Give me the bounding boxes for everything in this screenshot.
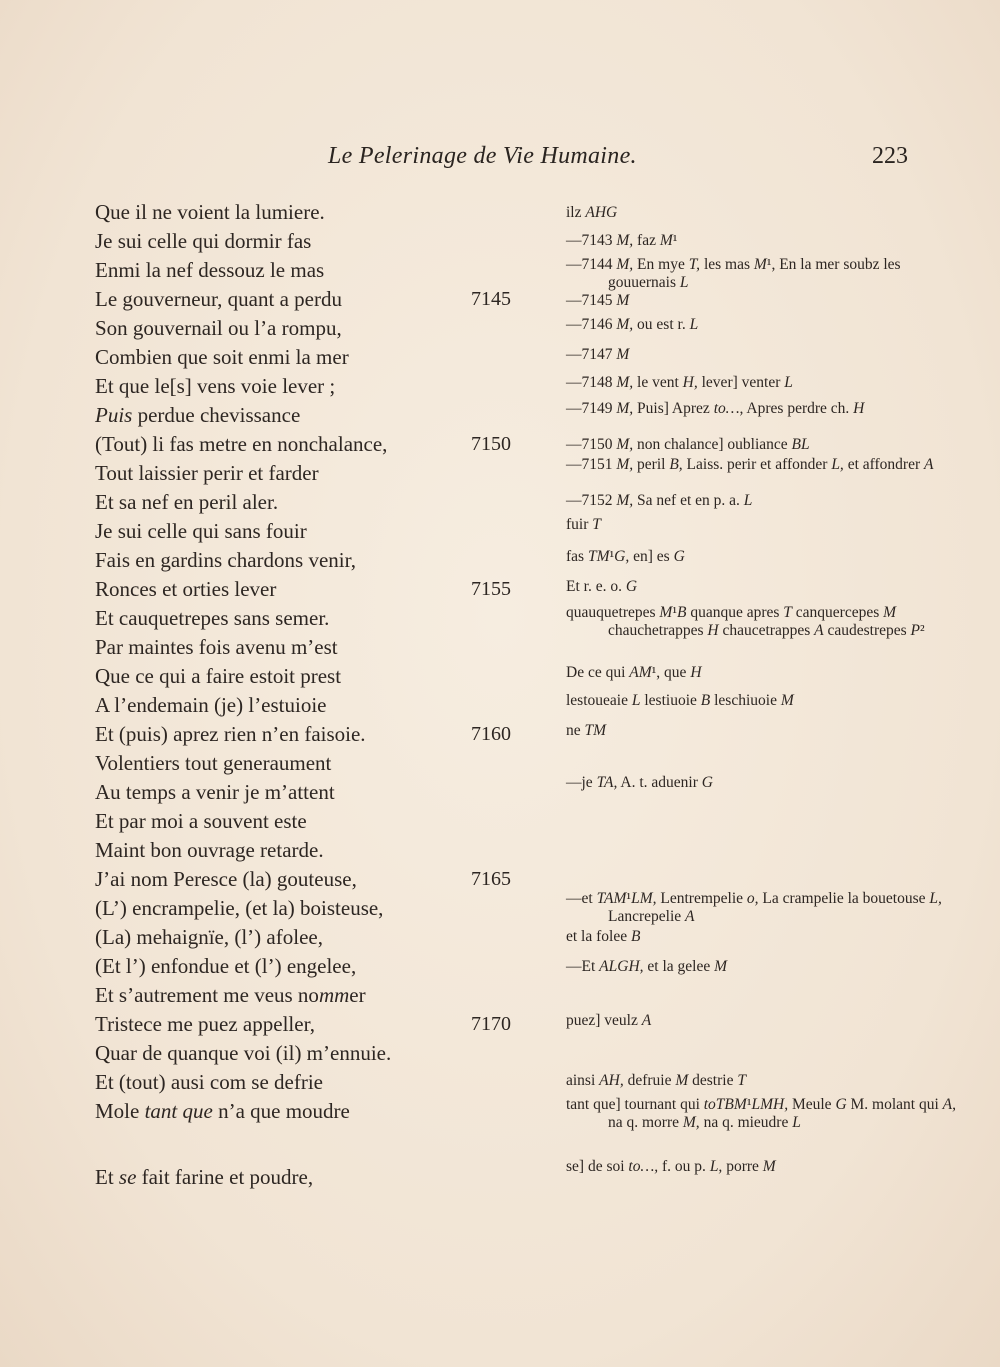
verse-line <box>95 923 535 952</box>
verse-line <box>95 720 535 749</box>
verse-text: Volentiers tout generaument <box>95 751 332 775</box>
verse-text: J’ai nom Peresce (la) gouteuse, <box>95 867 357 891</box>
variant-note: De ce qui AM¹, que H <box>566 664 702 681</box>
verse-text: (La) mehaignïe, (l’) afolee, <box>95 925 323 949</box>
verse-text: Fais en gardins chardons venir, <box>95 548 357 572</box>
verse-line <box>95 343 535 372</box>
variant-note: puez] veulz A <box>566 1012 652 1029</box>
verse-text: (L’) encrampelie, (et la) boisteuse, <box>95 896 384 920</box>
verse-line <box>95 1126 535 1155</box>
variant-note: —7149 M, Puis] Aprez to…, Apres perdre ch. H <box>566 400 865 417</box>
variant-note: —Et ALGH, et la gelee M <box>566 958 728 975</box>
verse-line <box>95 981 535 1010</box>
verse-text: Par maintes fois avenu m’est <box>95 635 338 659</box>
verse-line <box>95 517 535 546</box>
verse-text: Et par moi a souvent este <box>95 809 307 833</box>
verse-line <box>95 372 535 401</box>
variant-note: —7146 M, ou est r. L <box>566 316 699 333</box>
verse-line <box>95 1010 535 1039</box>
verse-line <box>95 749 535 778</box>
verse-text: Et s’autrement me veus nommer <box>95 983 366 1007</box>
variant-note: —7152 M, Sa nef et en p. a. L <box>566 492 753 509</box>
variant-note: —et TAM¹LM, Lentrempelie o, La crampelie la bouetouse L, Lancrepelie A <box>566 890 942 925</box>
variant-note: ilz AHG <box>566 204 618 221</box>
variant-note: quauquetrepes M¹B quanque apres T canquercepes M chauchetrappes H chaucetrappes A caudestrepes P² <box>566 604 925 639</box>
verse-line <box>95 807 535 836</box>
variant-note: ainsi AH, defruie M destrie T <box>566 1072 746 1089</box>
verse-text: Et (puis) aprez rien n’en faisoie. <box>95 722 366 746</box>
variant-note: ne TM <box>566 722 607 739</box>
variant-note: fas TM¹G, en] es G <box>566 548 685 565</box>
verse-line <box>95 256 535 285</box>
verse-text: Tristece me puez appeller, <box>95 1012 315 1036</box>
verse-line <box>95 1039 535 1068</box>
line-number: 7155 <box>471 578 511 600</box>
variant-note: se] de soi to…, f. ou p. L, porre M <box>566 1158 776 1175</box>
verse-line <box>95 894 535 923</box>
verse-text: (Et l’) enfondue et (l’) engelee, <box>95 954 357 978</box>
verse-line <box>95 285 535 314</box>
verse-line <box>95 459 535 488</box>
verse-text: (Tout) li fas metre en nonchalance, <box>95 432 388 456</box>
verse-text: Et que le[s] vens voie lever ; <box>95 374 336 398</box>
variant-note: tant que] tournant qui toTBM¹LMH, Meule G M. molant qui A, na q. morre M, na q. mieudre L <box>566 1096 956 1131</box>
line-number: 7165 <box>471 868 511 890</box>
variant-note: fuir T <box>566 516 601 533</box>
verse-text: Je sui celle qui dormir fas <box>95 229 312 253</box>
verse-text: Je sui celle qui sans fouir <box>95 519 307 543</box>
verse-text: Que il ne voient la lumiere. <box>95 200 325 224</box>
variant-note: —7148 M, le vent H, lever] venter L <box>566 374 793 391</box>
verse-line <box>95 952 535 981</box>
page-header <box>0 143 1000 175</box>
variant-note: —7143 M, faz M¹ <box>566 232 678 249</box>
verse-line <box>95 1163 535 1192</box>
verse-text: Puis perdue chevissance <box>95 403 301 427</box>
verse-line <box>95 430 535 459</box>
verse-line <box>95 198 535 227</box>
verse-text: Son gouvernail ou l’a rompu, <box>95 316 342 340</box>
verse-column <box>95 198 535 1192</box>
verse-line <box>95 575 535 604</box>
verse-text: Le gouverneur, quant a perdu <box>95 287 342 311</box>
verse-line <box>95 778 535 807</box>
verse-text: Et cauquetrepes sans semer. <box>95 606 330 630</box>
variant-note: lestoueaie L lestiuoie B leschiuoie M <box>566 692 794 709</box>
verse-text: Et se fait farine et poudre, <box>95 1165 314 1189</box>
verse-text: Ronces et orties lever <box>95 577 277 601</box>
verse-line <box>95 227 535 256</box>
verse-text: Enmi la nef dessouz le mas <box>95 258 325 282</box>
variant-note: —7144 M, En mye T, les mas M¹, En la mer soubz les gouuernais L <box>566 256 901 291</box>
variant-note: —7151 M, peril B, Laiss. perir et affonder L, et affondrer A <box>566 456 934 473</box>
variant-note: —je TA, A. t. aduenir G <box>566 774 713 791</box>
verse-line <box>95 604 535 633</box>
verse-line <box>95 662 535 691</box>
verse-text: A l’endemain (je) l’estuioie <box>95 693 327 717</box>
variant-note: —7147 M <box>566 346 630 363</box>
variant-note: —7145 M <box>566 292 630 309</box>
verse-text: Quar de quanque voi (il) m’ennuie. <box>95 1041 392 1065</box>
verse-text: Maint bon ouvrage retarde. <box>95 838 324 862</box>
verse-text: Tout laissier perir et farder <box>95 461 319 485</box>
line-number: 7170 <box>471 1013 511 1035</box>
line-number: 7150 <box>471 433 511 455</box>
running-title: Le Pelerinage de Vie Humaine. <box>328 143 637 169</box>
variant-note: —7150 M, non chalance] oubliance BL <box>566 436 810 453</box>
variant-note: et la folee B <box>566 928 641 945</box>
variant-note: Et r. e. o. G <box>566 578 638 595</box>
line-number: 7145 <box>471 288 511 310</box>
line-number: 7160 <box>471 723 511 745</box>
verse-line <box>95 865 535 894</box>
verse-text: Mole tant que n’a que moudre <box>95 1099 350 1123</box>
verse-text: Et (tout) ausi com se defrie <box>95 1070 324 1094</box>
verse-line <box>95 488 535 517</box>
verse-line <box>95 546 535 575</box>
verse-text: Combien que soit enmi la mer <box>95 345 349 369</box>
verse-line <box>95 314 535 343</box>
verse-line <box>95 1097 535 1126</box>
page-number: 223 <box>872 143 908 169</box>
verse-text: Et sa nef en peril aler. <box>95 490 279 514</box>
verse-line <box>95 836 535 865</box>
verse-text: Au temps a venir je m’attent <box>95 780 335 804</box>
verse-line <box>95 691 535 720</box>
verse-line <box>95 1068 535 1097</box>
verse-text: Que ce qui a faire estoit prest <box>95 664 342 688</box>
verse-line <box>95 633 535 662</box>
verse-line <box>95 401 535 430</box>
